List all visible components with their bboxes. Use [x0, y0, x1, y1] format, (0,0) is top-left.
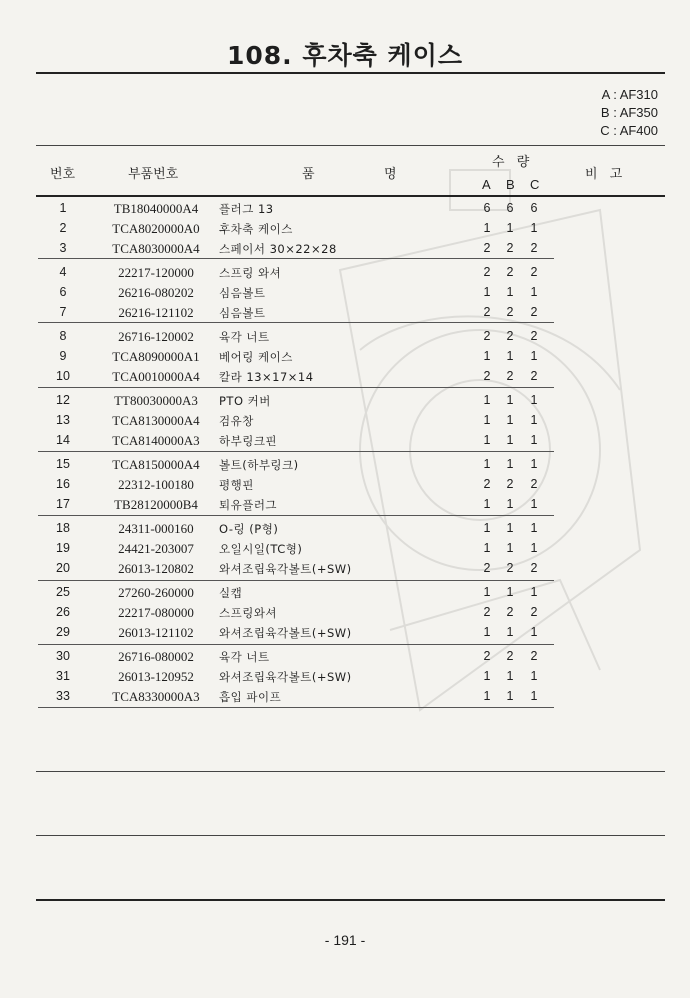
- qty-c: 1: [530, 393, 538, 407]
- part-name: 평행핀: [219, 478, 254, 492]
- qty-b: 2: [506, 477, 514, 491]
- part-number: TCA0010000A4: [112, 369, 200, 384]
- qty-c: 2: [530, 305, 538, 319]
- title-rule: [36, 72, 665, 74]
- qty-a: 6: [483, 201, 491, 215]
- part-index: 13: [56, 413, 70, 427]
- group-rule: [38, 580, 554, 581]
- part-name: 하부링크핀: [219, 434, 278, 448]
- qty-a: 1: [483, 413, 491, 427]
- page-number: - 191 -: [324, 932, 366, 948]
- part-index: 18: [56, 521, 70, 535]
- qty-b: 1: [506, 689, 514, 703]
- qty-c: 1: [530, 669, 538, 683]
- part-number: 22312-100180: [118, 477, 194, 492]
- part-index: 31: [56, 669, 70, 683]
- qty-b: 2: [506, 605, 514, 619]
- qty-a: 2: [483, 369, 491, 383]
- part-index: 4: [59, 265, 67, 279]
- group-rule: [38, 258, 554, 259]
- qty-a: 1: [483, 585, 491, 599]
- qty-c: 1: [530, 433, 538, 447]
- qty-a: 2: [483, 265, 491, 279]
- qty-c: 1: [530, 541, 538, 555]
- table-row: [0, 669, 690, 689]
- part-number: 26013-120952: [118, 669, 194, 684]
- qty-a: 2: [483, 329, 491, 343]
- qty-b: 1: [506, 497, 514, 511]
- part-number: TCA8030000A4: [112, 241, 200, 256]
- table-row: [0, 477, 690, 497]
- part-index: 16: [56, 477, 70, 491]
- part-number: 26216-080202: [118, 285, 194, 300]
- part-name: 흡입 파이프: [219, 690, 282, 704]
- part-name: 육각 너트: [219, 650, 270, 664]
- table-row: [0, 201, 690, 221]
- part-index: 6: [59, 285, 67, 299]
- part-index: 10: [56, 369, 70, 383]
- qty-c: 1: [530, 349, 538, 363]
- qty-b: 2: [506, 561, 514, 575]
- header-name-1: 품: [302, 167, 315, 182]
- part-name: 스프링와셔: [219, 606, 278, 620]
- part-index: 30: [56, 649, 70, 663]
- part-index: 9: [59, 349, 67, 363]
- qty-a: 1: [483, 521, 491, 535]
- qty-c: 2: [530, 369, 538, 383]
- qty-c: 1: [530, 521, 538, 535]
- part-name: 심음볼트: [219, 306, 266, 320]
- empty-rule: [36, 771, 665, 772]
- table-row: [0, 605, 690, 625]
- table-row: [0, 265, 690, 285]
- part-number: TCA8130000A4: [112, 413, 200, 428]
- table-row: [0, 541, 690, 561]
- qty-c: 1: [530, 221, 538, 235]
- qty-b: 1: [506, 457, 514, 471]
- table-row: [0, 393, 690, 413]
- model-legend-c: C : AF400: [600, 123, 658, 138]
- qty-a: 2: [483, 649, 491, 663]
- table-row: [0, 285, 690, 305]
- part-index: 8: [59, 329, 67, 343]
- qty-a: 1: [483, 669, 491, 683]
- model-legend: [600, 86, 658, 140]
- qty-a: 1: [483, 433, 491, 447]
- group-rule: [38, 515, 554, 516]
- qty-a: 1: [483, 457, 491, 471]
- part-name: 검유창: [219, 414, 254, 428]
- qty-b: 2: [506, 305, 514, 319]
- table-row: [0, 433, 690, 453]
- empty-rule: [36, 835, 665, 836]
- qty-a: 1: [483, 349, 491, 363]
- qty-b: 1: [506, 585, 514, 599]
- part-index: 19: [56, 541, 70, 555]
- part-name: 육각 너트: [219, 330, 270, 344]
- part-name: 퇴유플러그: [219, 498, 278, 512]
- qty-b: 1: [506, 669, 514, 683]
- table-row: [0, 561, 690, 581]
- table-row: [0, 457, 690, 477]
- qty-a: 1: [483, 541, 491, 555]
- part-number: TCA8330000A3: [112, 689, 200, 704]
- part-number: 22217-120000: [118, 265, 194, 280]
- qty-c: 1: [530, 585, 538, 599]
- part-number: 26013-121102: [118, 625, 194, 640]
- part-index: 14: [56, 433, 70, 447]
- part-name: 플러그 13: [219, 202, 274, 216]
- qty-b: 2: [506, 265, 514, 279]
- qty-a: 1: [483, 221, 491, 235]
- qty-a: 1: [483, 689, 491, 703]
- qty-b: 1: [506, 433, 514, 447]
- qty-b: 1: [506, 413, 514, 427]
- qty-c: 6: [530, 201, 538, 215]
- qty-b: 1: [506, 393, 514, 407]
- part-index: 29: [56, 625, 70, 639]
- qty-b: 1: [506, 349, 514, 363]
- table-row: [0, 349, 690, 369]
- part-number: TCA8020000A0: [112, 221, 200, 236]
- header-qty-b: B: [506, 177, 515, 192]
- qty-c: 2: [530, 649, 538, 663]
- qty-c: 2: [530, 241, 538, 255]
- group-rule: [38, 387, 554, 388]
- table-row: [0, 689, 690, 709]
- header-name-2: 명: [384, 167, 397, 182]
- part-number: TCA8090000A1: [112, 349, 200, 364]
- part-index: 25: [56, 585, 70, 599]
- table-row: [0, 369, 690, 389]
- qty-c: 2: [530, 329, 538, 343]
- part-name: 볼트(하부링크): [219, 458, 299, 472]
- part-name: 와셔조립육각볼트(+SW): [219, 670, 352, 684]
- part-name: O-링 (P형): [219, 522, 279, 536]
- qty-c: 1: [530, 413, 538, 427]
- qty-a: 2: [483, 241, 491, 255]
- group-rule: [38, 322, 554, 323]
- header-qty-c: C: [530, 177, 540, 192]
- part-number: TT80030000A3: [114, 393, 198, 408]
- part-number: 24311-000160: [118, 521, 194, 536]
- qty-b: 1: [506, 625, 514, 639]
- group-rule: [38, 451, 554, 452]
- qty-b: 1: [506, 285, 514, 299]
- footer-rule: [36, 899, 665, 901]
- part-index: 17: [56, 497, 70, 511]
- qty-a: 2: [483, 305, 491, 319]
- part-number: 22217-080000: [118, 605, 194, 620]
- part-name: 스페이서 30×22×28: [219, 242, 337, 256]
- group-rule: [38, 644, 554, 645]
- qty-c: 1: [530, 457, 538, 471]
- part-index: 15: [56, 457, 70, 471]
- qty-c: 2: [530, 605, 538, 619]
- qty-a: 1: [483, 393, 491, 407]
- part-name: 와셔조립육각볼트(+SW): [219, 626, 352, 640]
- part-number: TCA8150000A4: [112, 457, 200, 472]
- part-number: TCA8140000A3: [112, 433, 200, 448]
- qty-b: 1: [506, 541, 514, 555]
- table-row: [0, 625, 690, 645]
- qty-c: 2: [530, 561, 538, 575]
- qty-b: 6: [506, 201, 514, 215]
- part-index: 7: [59, 305, 67, 319]
- part-index: 26: [56, 605, 70, 619]
- table-row: [0, 585, 690, 605]
- part-index: 1: [59, 201, 67, 215]
- part-number: TB28120000B4: [114, 497, 198, 512]
- qty-c: 1: [530, 497, 538, 511]
- header-part-no: 부품번호: [128, 167, 179, 182]
- part-name: 심음볼트: [219, 286, 266, 300]
- part-number: 26716-080002: [118, 649, 194, 664]
- table-row: [0, 497, 690, 517]
- page-title: 108. 후차축 케이스: [227, 41, 463, 70]
- qty-c: 1: [530, 285, 538, 299]
- part-index: 12: [56, 393, 70, 407]
- model-legend-a: A : AF310: [601, 87, 658, 102]
- part-name: 실캡: [219, 586, 243, 600]
- part-name: 와셔조립육각볼트(+SW): [219, 562, 352, 576]
- qty-b: 2: [506, 649, 514, 663]
- header-qty: 수 량: [492, 155, 534, 170]
- model-legend-b: B : AF350: [600, 105, 658, 120]
- table-row: [0, 413, 690, 433]
- table-row: [0, 221, 690, 241]
- part-number: 26013-120802: [118, 561, 194, 576]
- qty-c: 1: [530, 689, 538, 703]
- qty-b: 1: [506, 521, 514, 535]
- table-row: [0, 649, 690, 669]
- part-name: 오일시일(TC형): [219, 542, 303, 556]
- qty-a: 1: [483, 285, 491, 299]
- part-name: 후차축 케이스: [219, 222, 293, 236]
- qty-b: 1: [506, 221, 514, 235]
- part-name: 베어링 케이스: [219, 350, 293, 364]
- qty-c: 2: [530, 265, 538, 279]
- part-index: 3: [59, 241, 67, 255]
- part-index: 2: [59, 221, 67, 235]
- qty-a: 2: [483, 477, 491, 491]
- part-name: 칼라 13×17×14: [219, 370, 314, 384]
- qty-b: 2: [506, 241, 514, 255]
- qty-c: 1: [530, 625, 538, 639]
- part-number: 27260-260000: [118, 585, 194, 600]
- part-number: 26216-121102: [118, 305, 194, 320]
- part-index: 20: [56, 561, 70, 575]
- part-name: PTO 커버: [219, 394, 271, 408]
- qty-b: 2: [506, 369, 514, 383]
- table-row: [0, 329, 690, 349]
- qty-a: 2: [483, 561, 491, 575]
- part-number: 24421-203007: [118, 541, 194, 556]
- part-number: TB18040000A4: [113, 201, 199, 216]
- qty-b: 2: [506, 329, 514, 343]
- part-number: 26716-120002: [118, 329, 194, 344]
- part-index: 33: [56, 689, 70, 703]
- qty-a: 1: [483, 497, 491, 511]
- qty-a: 2: [483, 605, 491, 619]
- header-bottom-rule: [36, 195, 665, 197]
- header-no: 번호: [50, 167, 76, 182]
- header-qty-a: A: [482, 177, 491, 192]
- header-top-rule: [36, 145, 665, 146]
- group-rule: [38, 707, 554, 708]
- qty-c: 2: [530, 477, 538, 491]
- qty-a: 1: [483, 625, 491, 639]
- part-name: 스프링 와셔: [219, 266, 282, 280]
- table-row: [0, 521, 690, 541]
- header-remarks: 비 고: [585, 167, 627, 182]
